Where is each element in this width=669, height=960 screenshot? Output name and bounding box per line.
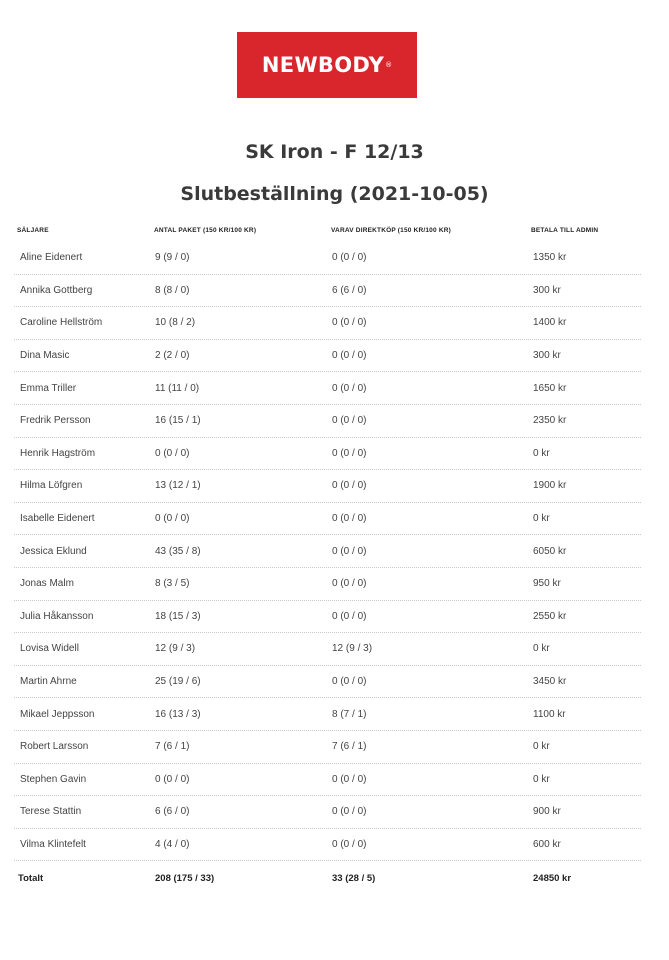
newbody-logo [237, 32, 417, 98]
package-count: 4 (4 / 0) [155, 838, 190, 850]
direct-purchase: 0 (0 / 0) [332, 806, 367, 818]
table-row [14, 731, 641, 764]
package-count: 12 (9 / 3) [155, 643, 196, 655]
header-package-count: ANTAL PAKET (150 KR/100 KR) [154, 226, 257, 234]
table-body [14, 242, 641, 861]
package-count: 7 (6 / 1) [155, 741, 190, 753]
package-count: 18 (15 / 3) [155, 610, 201, 622]
pay-to-admin: 1650 kr [533, 382, 567, 394]
table-row [14, 764, 641, 797]
pay-to-admin: 0 kr [533, 513, 550, 525]
seller-name: Hilma Löfgren [20, 480, 83, 492]
table-row [14, 470, 641, 503]
header-seller: SÄLJARE [17, 226, 49, 234]
package-count: 0 (0 / 0) [155, 447, 190, 459]
pay-to-admin: 2350 kr [533, 415, 567, 427]
pay-to-admin: 900 kr [533, 806, 561, 818]
direct-purchase: 0 (0 / 0) [332, 317, 367, 329]
seller-name: Emma Triller [20, 382, 77, 394]
direct-purchase: 12 (9 / 3) [332, 643, 373, 655]
package-count: 16 (15 / 1) [155, 415, 201, 427]
table-total-row [14, 861, 641, 895]
direct-purchase: 0 (0 / 0) [332, 252, 367, 264]
direct-purchase: 7 (6 / 1) [332, 741, 367, 753]
direct-purchase: 0 (0 / 0) [332, 382, 367, 394]
table-row [14, 666, 641, 699]
pay-to-admin: 0 kr [533, 643, 550, 655]
page-subtitle: Slutbeställning (2021-10-05) [180, 183, 489, 205]
package-count: 2 (2 / 0) [155, 350, 190, 362]
direct-purchase: 0 (0 / 0) [332, 480, 367, 492]
direct-purchase: 0 (0 / 0) [332, 545, 367, 557]
seller-name: Jessica Eklund [20, 545, 87, 557]
package-count: 16 (13 / 3) [155, 708, 201, 720]
table-row [14, 372, 641, 405]
pay-to-admin: 2550 kr [533, 610, 567, 622]
table-row [14, 438, 641, 471]
package-count: 13 (12 / 1) [155, 480, 201, 492]
pay-to-admin: 0 kr [533, 773, 550, 785]
seller-name: Jonas Malm [20, 578, 74, 590]
direct-purchase: 0 (0 / 0) [332, 350, 367, 362]
order-table [14, 218, 641, 895]
package-count: 9 (9 / 0) [155, 252, 190, 264]
seller-name: Julia Håkansson [20, 610, 94, 622]
pay-to-admin: 300 kr [533, 284, 561, 296]
pay-to-admin: 300 kr [533, 350, 561, 362]
pay-to-admin: 950 kr [533, 578, 561, 590]
direct-purchase: 0 (0 / 0) [332, 676, 367, 688]
table-row [14, 275, 641, 308]
table-row [14, 568, 641, 601]
registered-mark: ® [385, 61, 393, 69]
seller-name: Robert Larsson [20, 741, 89, 753]
pay-to-admin: 0 kr [533, 741, 550, 753]
direct-purchase: 0 (0 / 0) [332, 610, 367, 622]
direct-purchase: 0 (0 / 0) [332, 578, 367, 590]
pay-to-admin: 0 kr [533, 447, 550, 459]
table-row [14, 796, 641, 829]
seller-name: Vilma Klintefelt [20, 838, 86, 850]
seller-name: Fredrik Persson [20, 415, 91, 427]
total-label: Totalt [18, 872, 44, 884]
direct-purchase: 0 (0 / 0) [332, 838, 367, 850]
pay-to-admin: 1350 kr [533, 252, 567, 264]
seller-name: Martin Ahrne [20, 676, 77, 688]
header-direct-purchase: VARAV DIREKTKÖP (150 KR/100 KR) [331, 226, 451, 234]
package-count: 43 (35 / 8) [155, 545, 201, 557]
direct-purchase: 8 (7 / 1) [332, 708, 367, 720]
seller-name: Stephen Gavin [20, 773, 87, 785]
total-pay-to-admin: 24850 kr [533, 872, 572, 884]
package-count: 0 (0 / 0) [155, 513, 190, 525]
table-row [14, 829, 641, 862]
package-count: 8 (3 / 5) [155, 578, 190, 590]
table-row [14, 535, 641, 568]
package-count: 8 (8 / 0) [155, 284, 190, 296]
package-count: 10 (8 / 2) [155, 317, 196, 329]
table-header [14, 218, 641, 242]
seller-name: Dina Masic [20, 350, 70, 362]
pay-to-admin: 6050 kr [533, 545, 567, 557]
package-count: 0 (0 / 0) [155, 773, 190, 785]
seller-name: Mikael Jeppsson [20, 708, 95, 720]
direct-purchase: 0 (0 / 0) [332, 773, 367, 785]
total-package-count: 208 (175 / 33) [155, 872, 215, 884]
direct-purchase: 6 (6 / 0) [332, 284, 367, 296]
pay-to-admin: 1900 kr [533, 480, 567, 492]
table-row [14, 503, 641, 536]
seller-name: Isabelle Eidenert [20, 513, 95, 525]
table-row [14, 601, 641, 634]
seller-name: Henrik Hagström [20, 447, 96, 459]
seller-name: Annika Gottberg [20, 284, 93, 296]
total-direct-purchase: 33 (28 / 5) [332, 872, 376, 884]
pay-to-admin: 3450 kr [533, 676, 567, 688]
header-pay-to-admin: BETALA TILL ADMIN [531, 226, 599, 234]
pay-to-admin: 1100 kr [533, 708, 566, 720]
seller-name: Terese Stattin [20, 806, 82, 818]
pay-to-admin: 600 kr [533, 838, 561, 850]
table-row [14, 242, 641, 275]
table-row [14, 307, 641, 340]
seller-name: Lovisa Widell [20, 643, 79, 655]
seller-name: Caroline Hellström [20, 317, 103, 329]
page-title: SK Iron - F 12/13 [245, 141, 424, 163]
table-row [14, 633, 641, 666]
table-row [14, 405, 641, 438]
direct-purchase: 0 (0 / 0) [332, 447, 367, 459]
direct-purchase: 0 (0 / 0) [332, 513, 367, 525]
package-count: 25 (19 / 6) [155, 676, 201, 688]
table-row [14, 698, 641, 731]
direct-purchase: 0 (0 / 0) [332, 415, 367, 427]
logo-text: NEWBODY [261, 53, 385, 77]
seller-name: Aline Eidenert [20, 252, 83, 264]
package-count: 11 (11 / 0) [155, 382, 200, 394]
pay-to-admin: 1400 kr [533, 317, 567, 329]
package-count: 6 (6 / 0) [155, 806, 190, 818]
table-row [14, 340, 641, 373]
